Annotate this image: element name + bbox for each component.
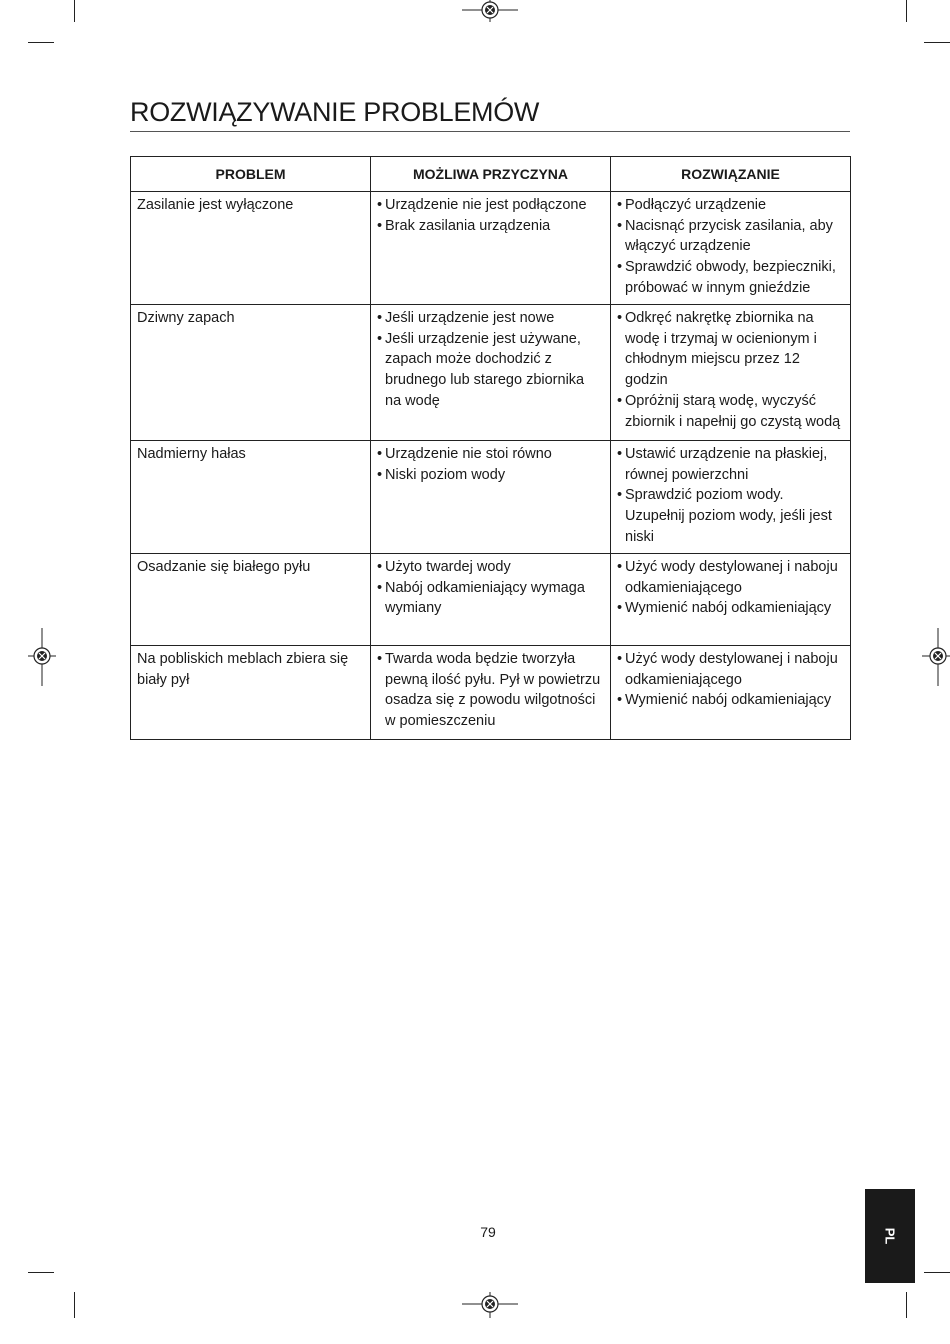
troubleshooting-table	[130, 156, 851, 740]
registration-mark-icon	[462, 0, 518, 22]
table-row	[131, 305, 851, 441]
list-item: • Odkręć nakrętkę zbiornika na wodę i trzymaj w ocienionym i chłodnym miejscu przez 12 godzin	[617, 308, 844, 391]
list-item: • Twarda woda będzie tworzyła pewną ilość pyłu. Pył w powietrzu osadza się z powodu wilgotności w pomieszczeniu	[377, 649, 604, 732]
list-item: • Podłączyć urządzenie	[617, 195, 844, 216]
language-tab-label: PL	[882, 1227, 898, 1245]
solution-cell	[611, 441, 851, 554]
table-row	[131, 554, 851, 646]
registration-mark-icon	[28, 628, 56, 686]
list-item: • Urządzenie nie stoi równo	[377, 444, 604, 465]
crop-mark	[28, 1272, 54, 1273]
list-item: • Ustawić urządzenie na płaskiej, równej powierzchni	[617, 444, 844, 485]
solution-list	[617, 444, 844, 548]
registration-mark-icon	[462, 1292, 518, 1318]
cause-cell	[371, 192, 611, 305]
cause-list	[377, 444, 604, 485]
crop-mark	[906, 1292, 907, 1318]
solution-list	[617, 557, 844, 619]
list-item: • Urządzenie nie jest podłączone	[377, 195, 604, 216]
list-item: • Sprawdzić obwody, bezpieczniki, próbować w innym gnieździe	[617, 257, 844, 298]
page-title: ROZWIĄZYWANIE PROBLEMÓW	[130, 97, 540, 127]
problem-text: Osadzanie się białego pyłu	[137, 559, 311, 575]
list-item: • Użyć wody destylowanej i naboju odkamieniającego	[617, 649, 844, 690]
table-row	[131, 441, 851, 554]
crop-mark	[924, 1272, 950, 1273]
problem-text: Zasilanie jest wyłączone	[137, 197, 294, 213]
title-divider	[130, 131, 850, 132]
cause-cell	[371, 554, 611, 646]
problem-cell	[131, 305, 371, 441]
cause-list	[377, 195, 604, 236]
problem-text: Nadmierny hałas	[137, 446, 246, 462]
page-number: 79	[480, 1224, 496, 1240]
list-item: • Sprawdzić poziom wody. Uzupełnij poziom wody, jeśli jest niski	[617, 485, 844, 547]
header-problem: PROBLEM	[131, 157, 371, 192]
list-item: • Jeśli urządzenie jest nowe	[377, 308, 604, 329]
cause-cell	[371, 441, 611, 554]
crop-mark	[74, 1292, 75, 1318]
problem-text: Na pobliskich meblach zbiera się biały pył	[137, 651, 349, 688]
list-item: • Wymienić nabój odkamieniający	[617, 690, 844, 711]
list-item: • Niski poziom wody	[377, 465, 604, 486]
table-row	[131, 192, 851, 305]
table-row	[131, 646, 851, 740]
crop-mark	[28, 42, 54, 43]
list-item: • Brak zasilania urządzenia	[377, 216, 604, 237]
table-header-row	[131, 157, 851, 192]
cause-list	[377, 557, 604, 619]
problem-cell	[131, 554, 371, 646]
solution-cell	[611, 554, 851, 646]
cause-cell	[371, 305, 611, 441]
list-item: • Jeśli urządzenie jest używane, zapach może dochodzić z brudnego lub starego zbiornika na wodę	[377, 329, 604, 412]
solution-list	[617, 195, 844, 299]
list-item: • Opróżnij starą wodę, wyczyść zbiornik i napełnij go czystą wodą	[617, 391, 844, 432]
list-item: • Użyto twardej wody	[377, 557, 604, 578]
crop-mark	[906, 0, 907, 22]
header-solution: ROZWIĄZANIE	[611, 157, 851, 192]
list-item: • Nabój odkamieniający wymaga wymiany	[377, 578, 604, 619]
crop-mark	[924, 42, 950, 43]
cause-list	[377, 308, 604, 412]
solution-cell	[611, 646, 851, 740]
solution-cell	[611, 305, 851, 441]
list-item: • Użyć wody destylowanej i naboju odkamieniającego	[617, 557, 844, 598]
problem-text: Dziwny zapach	[137, 310, 235, 326]
solution-list	[617, 308, 844, 432]
crop-mark	[74, 0, 75, 22]
problem-cell	[131, 192, 371, 305]
language-tab	[865, 1189, 915, 1283]
cause-list	[377, 649, 604, 732]
solution-cell	[611, 192, 851, 305]
list-item: • Nacisnąć przycisk zasilania, aby włączyć urządzenie	[617, 216, 844, 257]
header-cause: MOŻLIWA PRZYCZYNA	[371, 157, 611, 192]
list-item: • Wymienić nabój odkamieniający	[617, 598, 844, 619]
problem-cell	[131, 441, 371, 554]
problem-cell	[131, 646, 371, 740]
cause-cell	[371, 646, 611, 740]
solution-list	[617, 649, 844, 711]
registration-mark-icon	[922, 628, 950, 686]
